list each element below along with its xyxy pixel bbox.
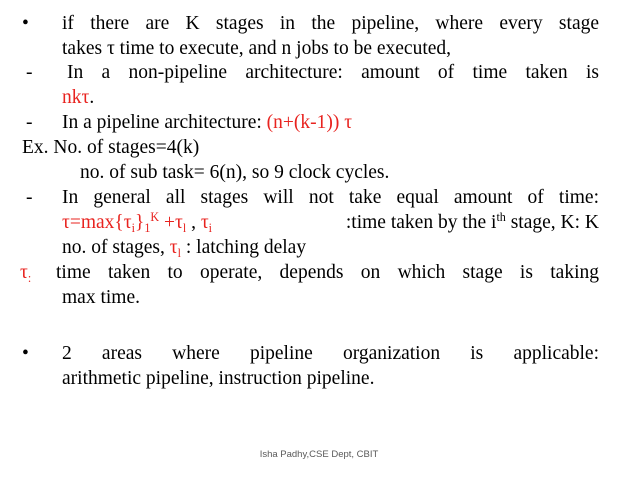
formula-plus-tau: +τ [159,212,183,233]
formula-sub-i2: i [208,221,213,236]
example-line-1: Ex. No. of stages=4(k) [22,137,200,158]
tau-note-line-1: time taken to operate, depends on which stage is taking [56,262,599,283]
formula-left [62,211,212,235]
dash-1-marker: - [26,62,33,83]
formula-tau-i: τ [200,212,209,233]
dash-3-line-3 [62,236,306,260]
formula-sup-th: th [496,210,506,225]
dash-1-line-2 [62,86,94,110]
formula-desc: :time taken by the i [341,212,497,233]
formula-sub-1: 1 [144,221,151,236]
formula-close: } [134,212,145,233]
tau-note-line-2: max time. [62,287,140,308]
bullet-2-line-2: arithmetic pipeline, instruction pipeline. [62,368,375,389]
dash-3-formula-line [62,211,599,235]
example-line-2: no. of sub task= 6(n), so 9 clock cycles. [80,162,390,183]
bullet-2-marker: • [22,343,29,364]
dash-2-text: In a pipeline architecture: [62,112,267,133]
formula-sub-i: i [131,221,135,236]
line3-tau: τ [169,237,178,258]
dash-1-period: . [89,87,95,108]
tau-note-symbol [20,261,31,285]
line3-a: no. of stages, [62,237,170,258]
formula-sub-l: l [182,221,187,236]
line3-sub: l [177,246,181,261]
slide-footer: Isha Padhy,CSE Dept, CBIT [259,449,379,460]
dash-3-line-1: In general all stages will not take equal amount of time: [62,187,599,208]
dash-1-line-1: In a non-pipeline architecture: amount of time taken is [67,62,599,83]
bullet-1-line-2: takes τ time to execute, and n jobs to be executed, [62,38,452,59]
formula-desc-2: stage, K: K [505,212,599,233]
dash-2-formula: (n+(k-1)) τ [266,112,353,133]
tau-note-sub: : [27,271,32,286]
formula-comma: , [186,212,201,233]
bullet-1-line-1: if there are K stages in the pipeline, where every stage [62,13,599,34]
dash-3-marker: - [26,187,33,208]
dash-1-value: nkτ [62,87,90,108]
dash-2-marker: - [26,112,33,133]
formula-right [341,211,599,235]
bullet-2-line-1: 2 areas where pipeline organization is applicable: [62,343,599,364]
bullet-1-marker: • [22,13,29,34]
formula-tau-max: τ=max{τ [62,212,132,233]
tau-note-tau: τ [20,262,28,283]
line3-b: : latching delay [180,237,307,258]
dash-2-line [62,111,352,135]
formula-sup-k: K [150,210,160,225]
